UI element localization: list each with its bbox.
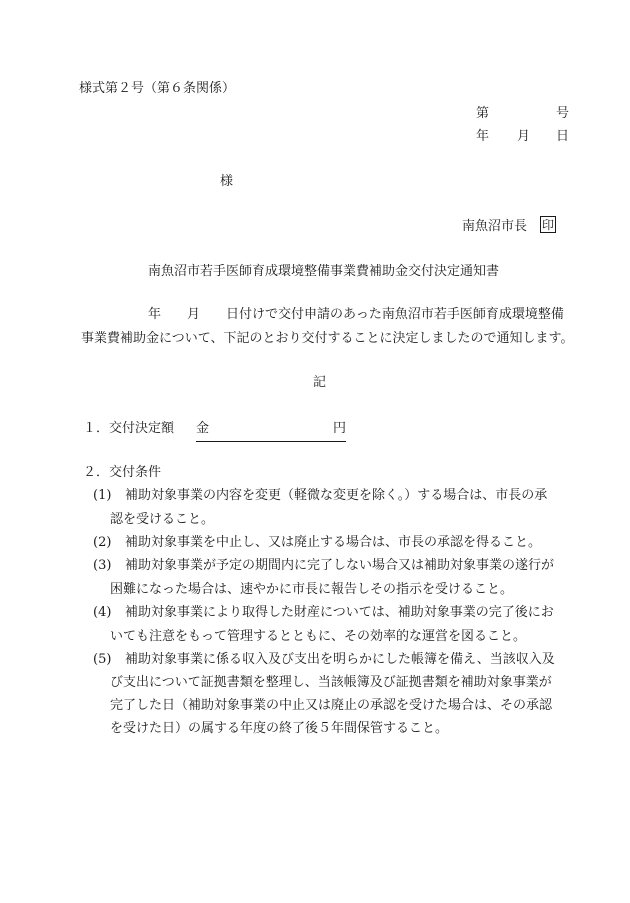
date-month-label: 月 bbox=[517, 129, 531, 144]
document-number-suffix: 号 bbox=[556, 106, 570, 121]
body-line-1-text: 日付けで交付申請のあった南魚沼市若手医師育成環境整備 bbox=[226, 307, 564, 322]
condition-number: (5) bbox=[93, 652, 112, 667]
document-number-label: 第 bbox=[476, 106, 490, 121]
condition-line: 補助対象事業により取得した財産については、補助対象事業の完了後にお bbox=[125, 605, 554, 620]
document-title: 南魚沼市若手医師育成環境整備事業費補助金交付決定通知書 bbox=[148, 264, 500, 279]
condition-number: (2) bbox=[93, 535, 112, 550]
grant-amount-field bbox=[196, 422, 346, 442]
condition-line: 認を受けること。 bbox=[110, 512, 215, 527]
condition-line: 完了した日（補助対象事業の中止又は廃止の承認を受けた場合は、その承認 bbox=[110, 698, 553, 713]
seal-mark: 印 bbox=[542, 218, 555, 232]
condition-line: 補助対象事業の内容を変更（軽微な変更を除く。）する場合は、市長の承 bbox=[125, 488, 548, 503]
section-2-label: ２．交付条件 bbox=[83, 465, 162, 480]
condition-number: (4) bbox=[93, 605, 112, 620]
condition-number: (1) bbox=[93, 488, 112, 503]
addressee-honorific: 様 bbox=[220, 174, 234, 189]
condition-number: (3) bbox=[93, 558, 112, 573]
condition-line: 補助対象事業が予定の期間内に完了しない場合又は補助対象事業の遂行が bbox=[125, 558, 555, 573]
condition-line: いても注意をもって管理するとともに、その効率的な運営を図ること。 bbox=[110, 629, 527, 644]
sender-name: 南魚沼市長 bbox=[462, 219, 528, 234]
ki-heading: 記 bbox=[313, 375, 327, 390]
condition-line: 困難になった場合は、速やかに市長に報告しその指示を受けること。 bbox=[110, 582, 514, 597]
body-line-2: 事業費補助金について、下記のとおり交付することに決定しましたので通知します。 bbox=[81, 331, 574, 346]
section-1-label: １．交付決定額 bbox=[83, 421, 175, 436]
condition-line: 補助対象事業を中止し、又は廃止する場合は、市長の承認を得ること。 bbox=[125, 535, 542, 550]
form-number: 様式第２号（第６条関係） bbox=[79, 81, 236, 96]
condition-line: 補助対象事業に係る収入及び支出を明らかにした帳簿を備え、当該収入及 bbox=[125, 652, 555, 667]
amount-prefix: 金 bbox=[196, 421, 210, 436]
amount-suffix: 円 bbox=[332, 421, 346, 436]
condition-line: び支出について証拠書類を整理し、当該帳簿及び証拠書類を補助対象事業が bbox=[110, 675, 552, 690]
body-line-1 bbox=[148, 308, 564, 321]
body-month-label: 月 bbox=[187, 307, 201, 322]
date-day-label: 日 bbox=[556, 129, 570, 144]
body-year-label: 年 bbox=[148, 307, 162, 322]
date-year-label: 年 bbox=[476, 129, 490, 144]
condition-line: を受けた日）の属する年度の終了後５年間保管すること。 bbox=[110, 721, 449, 736]
